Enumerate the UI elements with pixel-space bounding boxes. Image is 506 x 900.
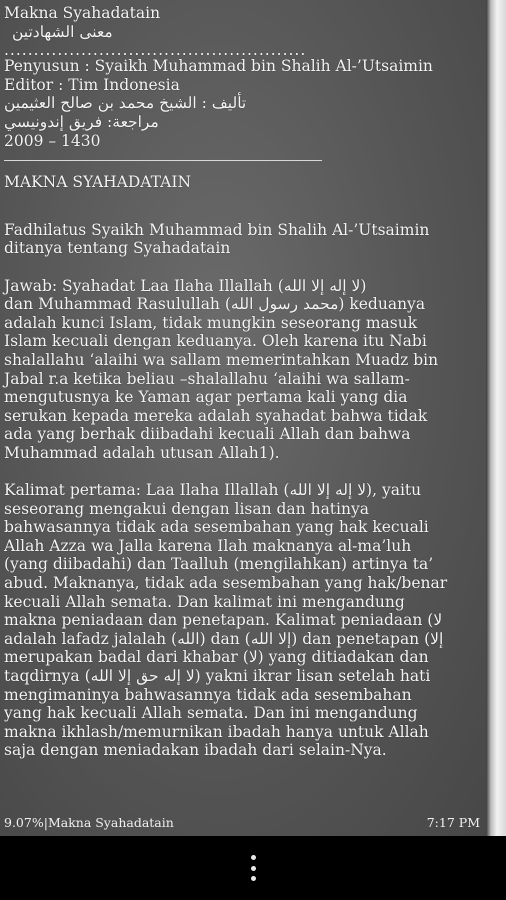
reader-text [4, 4, 482, 760]
intro-line: Fadhilatus Syaikh Muhammad bin Shalih Al-’Utsaimin [4, 220, 430, 239]
progress-chapter [4, 815, 174, 830]
status-separator: | [43, 815, 48, 830]
paragraph-line: Muhammad adalah utusan Allah1). [4, 443, 280, 462]
reader-status-bar [0, 813, 486, 833]
paragraph-line: adalah lafadz jalalah (الله) dan (إلا الله) dan penetapan (إلا [4, 629, 444, 648]
book-title-arabic: معنى الشهادتين [12, 22, 113, 41]
overflow-menu-icon[interactable] [243, 851, 263, 885]
paragraph-line: mengutusnya ke Yaman agar pertama kali yang dia [4, 388, 408, 407]
paragraph-line: Jabal r.a ketika beliau –shalallahu ‘alaihi wa sallam- [4, 369, 410, 388]
author-line: Penyusun : Syaikh Muhammad bin Shalih Al-’Utsaimin [4, 57, 433, 76]
years-line: 2009 – 1430 [4, 131, 101, 150]
paragraph-line: Islam kecuali dengan keduanya. Oleh karena itu Nabi [4, 332, 427, 351]
menu-dot [251, 876, 256, 881]
paragraph-line: Jawab: Syahadat Laa Ilaha Illallah (لا إله إلا الله) [4, 276, 367, 295]
paragraph-line: kecuali Allah semata. Dan kalimat ini mengandung [4, 592, 405, 611]
paragraph-line: Kalimat pertama: Laa Ilaha Illallah (لا إله إلا الله), yaitu [4, 481, 422, 500]
menu-dot [251, 866, 256, 871]
editor-arabic-line: مراجعة: فريق إندونيسي [4, 112, 159, 131]
paragraph-line: merupakan badal dari khabar (لا) yang ditiadakan dan [4, 648, 429, 667]
paragraph-line: dan Muhammad Rasulullah (محمد رسول الله) keduanya [4, 295, 426, 314]
paragraph-line: makna ikhlash/memurnikan ibadah hanya untuk Allah [4, 722, 429, 741]
chapter-heading: MAKNA SYAHADATAIN [4, 173, 192, 192]
book-title: Makna Syahadatain [4, 4, 161, 22]
paragraph-line: makna peniadaan dan penetapan. Kalimat peniadaan (لا [4, 611, 443, 630]
paragraph-line: ada yang berhak diibadahi kecuali Allah dan bahwa [4, 425, 411, 444]
intro-line: ditanya tentang Syahadatain [4, 239, 231, 258]
paragraph-line: seseorang mengakui dengan lisan dan hatinya [4, 499, 369, 518]
paragraph-line: taqdirnya (لا إله حق إلا الله) yakni ikrar lisan setelah hati [4, 667, 431, 685]
paragraph-line: shalallahu ‘alaihi wa sallam memerintahkan Muadz bin [4, 350, 439, 369]
paragraph-line: (yang diibadahi) dan Taalluh (mengilahkan) artinya ta’ [4, 555, 434, 574]
navigation-bar [0, 836, 506, 900]
menu-dot [251, 855, 256, 860]
progress-percent: 9.07% [4, 815, 44, 830]
paragraph-line: abud. Maknanya, tidak ada sesembahan yang hak/benar [4, 574, 448, 593]
paragraph-line: adalah kunci Islam, tidak mungkin seseorang masuk [4, 313, 418, 332]
editor-line: Editor : Tim Indonesia [4, 75, 180, 94]
clock: 7:17 PM [426, 815, 480, 830]
divider [4, 160, 322, 161]
paragraph-line: bahwasannya tidak ada sesembahan yang hak kecuali [4, 518, 429, 537]
paragraph-line: yang hak kecuali Allah semata. Dan ini mengandung [4, 704, 418, 723]
author-arabic-line: تأليف : الشيخ محمد بن صالح العثيمين [4, 94, 247, 113]
paragraph-line: saja dengan meniadakan ibadah dari selain-Nya. [4, 741, 387, 760]
paragraph-line: serukan kepada mereka adalah syahadat bahwa tidak [4, 406, 428, 425]
paragraph-line: Allah Azza wa Jalla karena Ilah maknanya al-ma’luh [4, 536, 412, 555]
page-edge[interactable] [486, 0, 506, 836]
paragraph-line: mengimaninya bahwasannya tidak ada sesembahan [4, 685, 412, 704]
chapter-name: Makna Syahadatain [47, 815, 174, 830]
dotted-separator: ................................................... [4, 41, 307, 60]
